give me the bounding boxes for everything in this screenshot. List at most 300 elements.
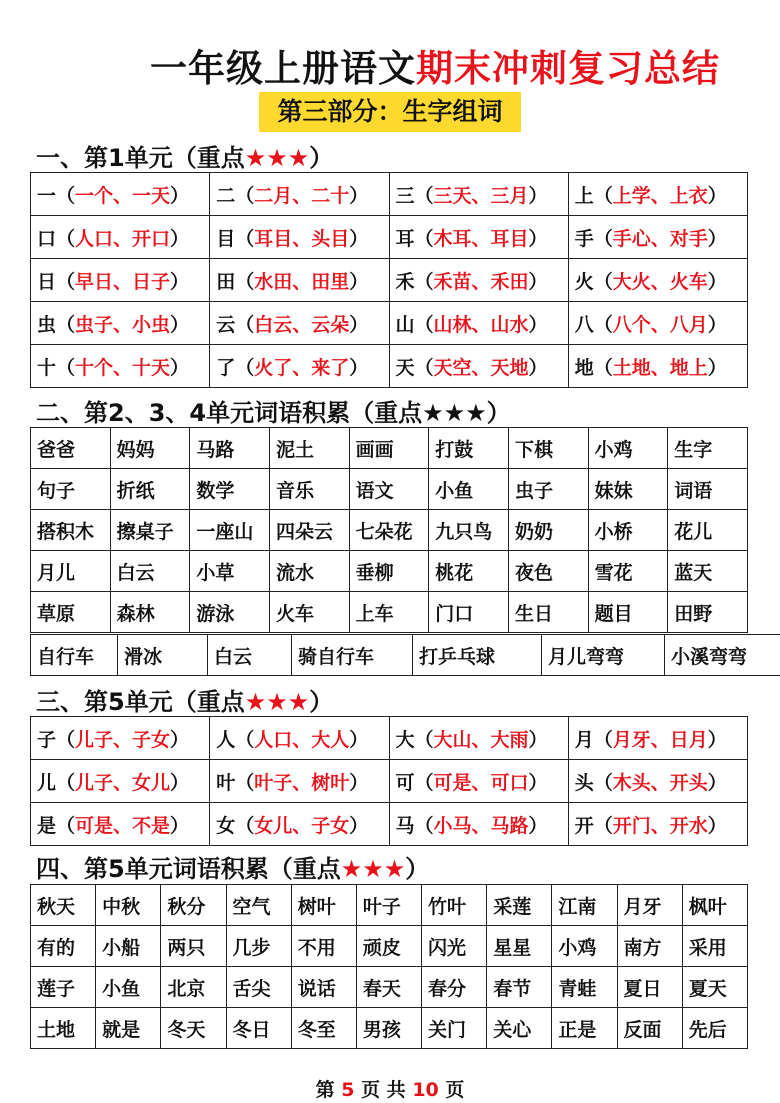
open-paren: （ (414, 728, 434, 751)
footer-middle: 页 共 (354, 1079, 413, 1101)
word-cell: 就是 (96, 1008, 161, 1049)
word-cell: 打乒乓球 (413, 635, 542, 676)
table-row (31, 345, 748, 388)
page-title (150, 38, 760, 88)
section2-table (30, 427, 748, 633)
char-cell (389, 302, 568, 345)
table-row (31, 302, 748, 345)
close-paren: ） (170, 270, 190, 293)
char: 八 (574, 313, 594, 336)
close-paren: ） (707, 814, 727, 837)
word-cell: 妹妹 (588, 469, 668, 510)
char-cell (210, 259, 389, 302)
char: 地 (574, 356, 594, 379)
word-cell: 夏日 (617, 967, 682, 1008)
word-cell: 擦桌子 (110, 510, 190, 551)
char-cell (210, 345, 389, 388)
table-row (31, 926, 748, 967)
char: 了 (216, 356, 236, 379)
word-pair: 天空、天地 (433, 356, 529, 379)
close-paren: ） (528, 313, 548, 336)
open-paren: （ (593, 270, 613, 293)
table-row (31, 259, 748, 302)
word-pair: 人口、大人 (254, 728, 350, 751)
close-paren: ） (707, 313, 727, 336)
word-pair: 十个、十天 (75, 356, 171, 379)
word-cell: 虫子 (508, 469, 588, 510)
word-cell: 自行车 (31, 635, 118, 676)
table-row (31, 717, 748, 760)
section2-stars: ★★★ (422, 399, 487, 427)
word-cell: 小鱼 (96, 967, 161, 1008)
word-cell: 搭积木 (31, 510, 111, 551)
word-cell: 树叶 (291, 885, 356, 926)
word-cell: 九只鸟 (429, 510, 509, 551)
word-cell: 词语 (668, 469, 748, 510)
subtitle-banner: 第三部分：生字组词 (259, 92, 521, 132)
word-cell: 雪花 (588, 551, 668, 592)
word-cell: 奶奶 (508, 510, 588, 551)
word-pair: 虫子、小虫 (75, 313, 171, 336)
char: 手 (574, 227, 594, 250)
open-paren: （ (593, 814, 613, 837)
open-paren: （ (414, 771, 434, 794)
table-row (31, 635, 780, 676)
open-paren: （ (56, 270, 76, 293)
word-cell: 闪光 (422, 926, 487, 967)
word-cell: 冬日 (226, 1008, 291, 1049)
close-paren: ） (349, 270, 369, 293)
close-paren: ） (170, 814, 190, 837)
word-cell: 星星 (487, 926, 552, 967)
close-paren: ） (349, 184, 369, 207)
char-cell (568, 345, 747, 388)
char: 子 (37, 728, 57, 751)
word-cell: 垂柳 (349, 551, 429, 592)
char: 女 (216, 814, 236, 837)
word-cell: 月牙 (617, 885, 682, 926)
char-cell (568, 173, 747, 216)
word-cell: 舌尖 (226, 967, 291, 1008)
close-paren: ） (170, 356, 190, 379)
section3-stars: ★★★ (244, 688, 310, 716)
open-paren: （ (235, 728, 255, 751)
open-paren: （ (56, 814, 76, 837)
word-cell: 上车 (349, 592, 429, 633)
word-pair: 人口、开口 (75, 227, 171, 250)
word-pair: 大火、火车 (612, 270, 708, 293)
word-cell: 关心 (487, 1008, 552, 1049)
word-pair: 火了、来了 (254, 356, 350, 379)
word-pair: 水田、田里 (254, 270, 350, 293)
char-cell (210, 803, 389, 846)
char: 是 (37, 814, 57, 837)
char: 大 (395, 728, 415, 751)
word-cell: 两只 (161, 926, 226, 967)
open-paren: （ (56, 313, 76, 336)
word-cell: 妈妈 (110, 428, 190, 469)
word-pair: 早日、日子 (75, 270, 171, 293)
word-cell: 空气 (226, 885, 291, 926)
word-pair: 山林、山水 (433, 313, 529, 336)
word-cell: 生字 (668, 428, 748, 469)
close-paren: ） (349, 313, 369, 336)
title-black: 一年级上册语文 (150, 47, 416, 90)
footer-suffix: 页 (438, 1079, 465, 1101)
word-pair: 开门、开水 (612, 814, 708, 837)
word-cell: 小桥 (588, 510, 668, 551)
char: 口 (37, 227, 57, 250)
close-paren: ） (349, 227, 369, 250)
word-cell: 江南 (552, 885, 617, 926)
word-cell: 小船 (96, 926, 161, 967)
char-cell (210, 717, 389, 760)
char-cell (31, 302, 210, 345)
char-cell (210, 760, 389, 803)
word-cell: 夜色 (508, 551, 588, 592)
close-paren: ） (170, 227, 190, 250)
close-paren: ） (170, 313, 190, 336)
word-pair: 土地、地上 (612, 356, 708, 379)
char-cell (31, 760, 210, 803)
close-paren: ） (707, 270, 727, 293)
word-pair: 一个、一天 (75, 184, 171, 207)
word-cell: 小鸡 (588, 428, 668, 469)
word-cell: 采用 (682, 926, 747, 967)
open-paren: （ (593, 313, 613, 336)
char: 上 (574, 184, 594, 207)
open-paren: （ (414, 270, 434, 293)
open-paren: （ (235, 771, 255, 794)
open-paren: （ (235, 184, 255, 207)
char-cell (389, 717, 568, 760)
close-paren: ） (528, 771, 548, 794)
open-paren: （ (593, 356, 613, 379)
word-cell: 田野 (668, 592, 748, 633)
open-paren: （ (56, 227, 76, 250)
char: 人 (216, 728, 236, 751)
char: 一 (37, 184, 57, 207)
char-cell (31, 173, 210, 216)
section1-heading (36, 138, 333, 173)
open-paren: （ (593, 184, 613, 207)
close-paren: ） (349, 814, 369, 837)
word-cell: 北京 (161, 967, 226, 1008)
open-paren: （ (414, 814, 434, 837)
word-cell: 一座山 (190, 510, 270, 551)
word-cell: 小草 (190, 551, 270, 592)
word-cell: 土地 (31, 1008, 96, 1049)
char-cell (31, 345, 210, 388)
char: 云 (216, 313, 236, 336)
open-paren: （ (56, 184, 76, 207)
section3-table (30, 716, 748, 846)
open-paren: （ (235, 356, 255, 379)
char-cell (568, 760, 747, 803)
footer-page-number: 5 (341, 1079, 355, 1101)
table-row (31, 885, 748, 926)
section1-table (30, 172, 748, 388)
close-paren: ） (170, 728, 190, 751)
word-cell: 月儿弯弯 (542, 635, 665, 676)
word-cell: 桃花 (429, 551, 509, 592)
char-cell (568, 216, 747, 259)
word-cell: 先后 (682, 1008, 747, 1049)
word-pair: 小马、马路 (433, 814, 529, 837)
char: 目 (216, 227, 236, 250)
section2-heading-text: 二、第2、3、4单元词语积累（重点 (36, 399, 423, 427)
word-cell: 秋天 (31, 885, 96, 926)
char-cell (568, 302, 747, 345)
close-paren: ） (707, 728, 727, 751)
word-cell: 音乐 (269, 469, 349, 510)
word-cell: 生日 (508, 592, 588, 633)
word-cell: 有的 (31, 926, 96, 967)
char: 儿 (37, 771, 57, 794)
word-cell: 春分 (422, 967, 487, 1008)
page-footer (0, 1075, 780, 1102)
word-cell: 门口 (429, 592, 509, 633)
word-cell: 秋分 (161, 885, 226, 926)
section1-heading-text: 一、第1单元（重点 (36, 144, 245, 172)
open-paren: （ (56, 356, 76, 379)
char: 火 (574, 270, 594, 293)
title-red: 期末冲刺复习总结 (416, 47, 720, 90)
section2-heading-close: ） (486, 399, 511, 427)
word-cell: 不用 (291, 926, 356, 967)
footer-total-pages: 10 (412, 1079, 439, 1101)
word-cell: 骑自行车 (292, 635, 413, 676)
word-pair: 可是、不是 (75, 814, 171, 837)
word-pair: 八个、八月 (612, 313, 708, 336)
word-cell: 春节 (487, 967, 552, 1008)
close-paren: ） (707, 771, 727, 794)
char: 月 (574, 728, 594, 751)
table-row (31, 592, 748, 633)
word-pair: 三天、三月 (433, 184, 529, 207)
close-paren: ） (528, 227, 548, 250)
table-row (31, 510, 748, 551)
section3-heading-text: 三、第5单元（重点 (36, 688, 245, 716)
section3-heading (36, 682, 333, 717)
char-cell (389, 173, 568, 216)
word-cell: 中秋 (96, 885, 161, 926)
footer-prefix: 第 (315, 1079, 342, 1101)
word-pair: 手心、对手 (612, 227, 708, 250)
close-paren: ） (707, 356, 727, 379)
table-row (31, 173, 748, 216)
word-cell: 竹叶 (422, 885, 487, 926)
word-cell: 七朵花 (349, 510, 429, 551)
section4-heading (36, 849, 429, 884)
open-paren: （ (414, 184, 434, 207)
char: 田 (216, 270, 236, 293)
open-paren: （ (414, 313, 434, 336)
char: 十 (37, 356, 57, 379)
word-cell: 泥土 (269, 428, 349, 469)
close-paren: ） (528, 270, 548, 293)
close-paren: ） (528, 356, 548, 379)
word-cell: 叶子 (356, 885, 421, 926)
word-pair: 耳目、头目 (254, 227, 350, 250)
open-paren: （ (235, 313, 255, 336)
word-cell: 夏天 (682, 967, 747, 1008)
word-cell: 折纸 (110, 469, 190, 510)
word-cell: 冬至 (291, 1008, 356, 1049)
close-paren: ） (707, 184, 727, 207)
char: 山 (395, 313, 415, 336)
close-paren: ） (170, 771, 190, 794)
char: 马 (395, 814, 415, 837)
word-cell: 下棋 (508, 428, 588, 469)
char: 叶 (216, 771, 236, 794)
word-cell: 爸爸 (31, 428, 111, 469)
close-paren: ） (528, 728, 548, 751)
word-pair: 儿子、子女 (75, 728, 171, 751)
section3-heading-close: ） (309, 688, 334, 716)
table-row (31, 967, 748, 1008)
word-cell: 小鸡 (552, 926, 617, 967)
word-cell: 语文 (349, 469, 429, 510)
word-cell: 小鱼 (429, 469, 509, 510)
open-paren: （ (235, 227, 255, 250)
word-cell: 反面 (617, 1008, 682, 1049)
word-cell: 说话 (291, 967, 356, 1008)
table-row (31, 551, 748, 592)
table-row (31, 469, 748, 510)
section4-stars: ★★★ (340, 855, 406, 883)
word-cell: 白云 (208, 635, 292, 676)
char: 可 (395, 771, 415, 794)
word-cell: 游泳 (190, 592, 270, 633)
char: 头 (574, 771, 594, 794)
word-pair: 叶子、树叶 (254, 771, 350, 794)
char-cell (31, 216, 210, 259)
section4-table (30, 884, 748, 1049)
char: 日 (37, 270, 57, 293)
close-paren: ） (349, 728, 369, 751)
open-paren: （ (235, 270, 255, 293)
char-cell (31, 259, 210, 302)
close-paren: ） (528, 814, 548, 837)
open-paren: （ (414, 227, 434, 250)
word-pair: 可是、可口 (433, 771, 529, 794)
char: 开 (574, 814, 594, 837)
table-row (31, 803, 748, 846)
section4-heading-text: 四、第5单元词语积累（重点 (36, 855, 341, 883)
char: 禾 (395, 270, 415, 293)
section1-heading-close: ） (309, 144, 334, 172)
word-cell: 草原 (31, 592, 111, 633)
word-cell: 数学 (190, 469, 270, 510)
word-cell: 题目 (588, 592, 668, 633)
word-pair: 大山、大雨 (433, 728, 529, 751)
word-cell: 小溪弯弯 (665, 635, 780, 676)
word-cell: 月儿 (31, 551, 111, 592)
close-paren: ） (349, 356, 369, 379)
table-row (31, 216, 748, 259)
open-paren: （ (593, 227, 613, 250)
char-cell (568, 259, 747, 302)
word-pair: 月牙、日月 (612, 728, 708, 751)
word-cell: 顽皮 (356, 926, 421, 967)
word-cell: 冬天 (161, 1008, 226, 1049)
open-paren: （ (235, 814, 255, 837)
word-cell: 春天 (356, 967, 421, 1008)
word-cell: 滑冰 (118, 635, 208, 676)
word-cell: 几步 (226, 926, 291, 967)
char-cell (389, 803, 568, 846)
word-pair: 儿子、女儿 (75, 771, 171, 794)
word-pair: 上学、上衣 (612, 184, 708, 207)
section2-last-row-table (30, 634, 780, 676)
char: 三 (395, 184, 415, 207)
word-cell: 四朵云 (269, 510, 349, 551)
word-cell: 马路 (190, 428, 270, 469)
word-cell: 采莲 (487, 885, 552, 926)
word-cell: 火车 (269, 592, 349, 633)
char: 虫 (37, 313, 57, 336)
word-cell: 蓝天 (668, 551, 748, 592)
word-cell: 句子 (31, 469, 111, 510)
char-cell (210, 173, 389, 216)
char-cell (568, 803, 747, 846)
section1-stars: ★★★ (244, 144, 310, 172)
section2-heading (36, 393, 511, 428)
table-row (31, 1008, 748, 1049)
char-cell (31, 717, 210, 760)
char-cell (568, 717, 747, 760)
char-cell (389, 259, 568, 302)
char: 天 (395, 356, 415, 379)
word-cell: 青蛙 (552, 967, 617, 1008)
word-cell: 莲子 (31, 967, 96, 1008)
table-row (31, 428, 748, 469)
open-paren: （ (414, 356, 434, 379)
open-paren: （ (593, 771, 613, 794)
close-paren: ） (349, 771, 369, 794)
word-pair: 木耳、耳目 (433, 227, 529, 250)
char: 二 (216, 184, 236, 207)
char: 耳 (395, 227, 415, 250)
word-pair: 白云、云朵 (254, 313, 350, 336)
word-cell: 南方 (617, 926, 682, 967)
word-cell: 关门 (422, 1008, 487, 1049)
open-paren: （ (56, 771, 76, 794)
char-cell (31, 803, 210, 846)
word-cell: 森林 (110, 592, 190, 633)
word-cell: 画画 (349, 428, 429, 469)
char-cell (389, 216, 568, 259)
table-row (31, 760, 748, 803)
char-cell (389, 760, 568, 803)
close-paren: ） (707, 227, 727, 250)
word-pair: 木头、开头 (612, 771, 708, 794)
section4-heading-close: ） (405, 855, 430, 883)
open-paren: （ (593, 728, 613, 751)
word-cell: 花儿 (668, 510, 748, 551)
word-cell: 白云 (110, 551, 190, 592)
word-pair: 二月、二十 (254, 184, 350, 207)
word-cell: 男孩 (356, 1008, 421, 1049)
close-paren: ） (170, 184, 190, 207)
char-cell (210, 302, 389, 345)
word-cell: 流水 (269, 551, 349, 592)
close-paren: ） (528, 184, 548, 207)
word-cell: 打鼓 (429, 428, 509, 469)
word-cell: 枫叶 (682, 885, 747, 926)
word-pair: 禾苗、禾田 (433, 270, 529, 293)
